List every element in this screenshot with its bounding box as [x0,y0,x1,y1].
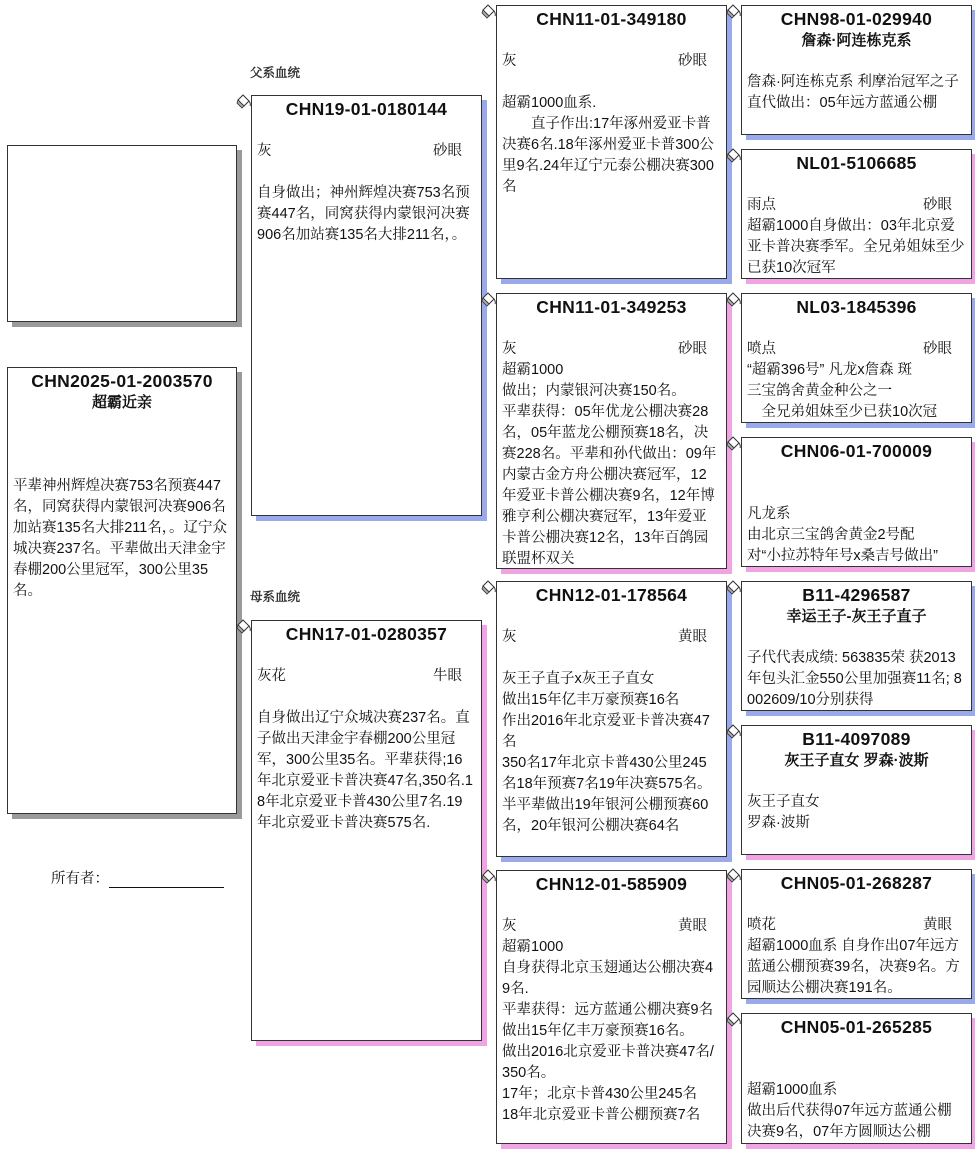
spacer [502,606,721,627]
dam-dam-card[interactable] [496,870,727,1144]
feather-color: 灰花 [257,668,286,684]
color-eye-row [257,666,476,687]
color-eye-row [747,339,966,360]
dsd-card[interactable] [741,725,972,855]
note-line: 超霸1000 [502,362,564,378]
note-line: 子代代表成绩: 563835荣 获2013年包头汇金550公里加强赛11名; 8002609/10分别获得 [747,650,962,708]
ring-number: CHN12-01-178564 [535,585,688,605]
notes [13,476,231,602]
ssd-card[interactable] [741,149,972,279]
ring-number: NL03-1845396 [796,297,917,317]
notes [502,93,721,198]
note-line: 超霸1000血系. [502,95,597,111]
note-line: 超霸1000血系 自身作出07年远方蓝通公棚预赛39名，决赛9名。方园顺达公棚决赛191名。 [747,938,960,996]
notes [257,708,476,834]
eye-type: 黄眼 [678,629,707,645]
paint-bucket-icon[interactable] [726,292,742,308]
note-line: 超霸1000 [502,939,564,955]
note-line: 自身做出辽宁众城决赛237名。直子做出天津金宇春棚200公里冠军，300公里35名。平辈获得;16年北京爱亚卡普决赛47名,350名.18年北京爱亚卡普430公里7名.19年北京爱亚卡普决赛575名. [257,710,473,831]
note-line: 做出后代获得07年远方蓝通公棚决赛9名，07年方圆顺达公棚 [747,1103,952,1140]
note-line: 做出15年亿丰万豪预赛16名 [502,692,680,708]
ring-number: NL01-5106685 [796,153,917,173]
subject-card[interactable] [7,367,237,814]
dss-card[interactable] [741,581,972,711]
sss-card[interactable] [741,5,972,135]
spacer [502,648,721,669]
eye-type: 砂眼 [923,341,952,357]
feather-color: 灰 [257,143,272,159]
owner-field[interactable] [51,867,224,888]
paint-bucket-icon[interactable] [481,292,497,308]
sds-card[interactable] [741,293,972,423]
notes [747,648,966,711]
note-line: 做出；内蒙银河决赛150名。 [502,383,686,399]
feather-color: 喷花 [747,917,776,933]
eye-type: 砂眼 [923,197,952,213]
note-line: 对“小拉苏特年号x桑吉号做出” [747,548,938,564]
spacer [747,771,966,792]
pigeon-name: 幸运王子-灰王子直子 [786,608,927,625]
spacer [257,687,476,708]
note-line: 平辈神州辉煌决赛753名预赛447名，同窝获得内蒙银河决赛906名加站赛135名大排211名，。辽宁众城决赛237名。平辈做出天津金宇春棚200公里冠军，300公里35名。 [13,478,228,599]
ring-number: CHN17-01-0280357 [285,624,448,644]
sire-card[interactable] [251,95,482,516]
paint-bucket-icon[interactable] [481,869,497,885]
ring-number: CHN98-01-029940 [780,9,933,29]
feather-color: 灰 [502,53,517,69]
pigeon-name: 超霸近亲 [91,394,152,411]
note-line: 罗森·波斯 [747,815,810,831]
note-line: 做出2016北京爱亚卡普决赛47名/350名。 [502,1044,714,1081]
ring-number: CHN11-01-349180 [536,9,687,29]
notes [747,360,966,423]
ddd-card[interactable] [741,1013,972,1144]
spacer [257,645,476,666]
note-line: 平辈获得：05年优龙公棚决赛28名，05年蓝龙公棚预赛18名，决赛228名。平辈和孙代做出：09年内蒙古金方舟公棚决赛冠军，12年爱亚卡普公棚决赛9名，12年博雅亨利公棚决赛冠军，13年爱亚卡普公棚决赛12名，13年百鸽园联盟杯双关 [502,404,717,567]
paint-bucket-icon[interactable] [726,724,742,740]
ring-number: CHN05-01-268287 [780,873,933,893]
sire-dam-card[interactable] [496,293,727,569]
paint-bucket-icon[interactable] [726,148,742,164]
feather-color: 灰 [502,629,517,645]
note-line: 平辈获得：远方蓝通公棚决赛9名 [502,1002,714,1018]
sire-sire-card[interactable] [496,5,727,279]
feather-color: 雨点 [747,197,776,213]
note-line: 三宝鸽舍黄金种公之一 [747,383,892,399]
ring-number: CHN19-01-0180144 [285,99,448,119]
spacer [502,72,721,93]
owner-blank-line[interactable] [109,871,224,888]
ring-number: B11-4296587 [802,585,911,605]
ring-number: B11-4097089 [802,729,911,749]
notes [502,360,721,569]
owner-label: 所有者： [51,871,109,887]
ring-number: CHN06-01-700009 [780,441,933,461]
ring-number: CHN05-01-265285 [780,1017,933,1037]
eye-type: 牛眼 [433,668,462,684]
note-line: 詹森·阿连栋克系 利摩治冠军之子 [747,74,959,90]
ring-number: CHN2025-01-2003570 [31,371,213,391]
paint-bucket-icon[interactable] [481,4,497,20]
eye-type: 砂眼 [678,341,707,357]
feather-color: 喷点 [747,341,776,357]
feather-color: 灰 [502,918,517,934]
note-line: 直代做出：05年远方蓝通公棚 [747,95,938,111]
spacer [502,318,721,339]
note-line: 超霸1000血系 [747,1082,838,1098]
spacer [747,51,966,72]
spacer [257,162,476,183]
spacer [502,30,721,51]
note-line: 直子作出:17年涿州爱亚卡普决赛6名.18年涿州爱亚卡普300公里9名.24年辽宁元泰公棚决赛300名 [502,116,714,195]
spacer [747,1038,966,1059]
spacer [257,120,476,141]
eye-type: 黄眼 [923,917,952,933]
eye-type: 黄眼 [678,918,707,934]
note-line: 由北京三宝鸽舍黄金2号配 [747,527,915,543]
note-line: 18年北京爱亚卡普公棚预赛7名 [502,1107,701,1123]
note-line: 超霸1000自身做出：03年北京爱亚卡普决赛季军。全兄弟姐妹至少已获10次冠军 [747,218,965,276]
note-line: 17年；北京卡普430公里245名 [502,1086,698,1102]
notes [502,669,721,837]
paint-bucket-icon[interactable] [236,619,252,635]
ring-number: CHN12-01-585909 [535,874,688,894]
sire-line-label: 父系血统 [250,66,301,80]
notes [747,1080,966,1143]
notes [747,936,966,999]
color-eye-row [502,51,721,72]
spacer [747,627,966,648]
paint-bucket-icon[interactable] [236,94,252,110]
spacer [747,483,966,504]
color-eye-row [502,916,721,937]
eye-type: 砂眼 [678,53,707,69]
paint-bucket-icon[interactable] [726,1012,742,1028]
paint-bucket-icon[interactable] [726,580,742,596]
note-line: 350名17年北京卡普430公里245名18年预赛7名19年决赛575名。半平辈做出19年银河公棚预赛60名，20年银河公棚决赛64名 [502,755,712,834]
eye-type: 砂眼 [433,143,462,159]
ring-number: CHN11-01-349253 [536,297,687,317]
spacer [502,895,721,916]
note-line: 作出2016年北京爱亚卡普决赛47名 [502,713,710,750]
dam-line-label: 母系血统 [250,590,301,604]
notes [747,216,966,279]
note-line: “超霸396号” 凡龙x詹森 斑 [747,362,913,378]
note-line: 灰王子直子x灰王子直女 [502,671,655,687]
color-eye-row [257,141,476,162]
color-eye-row [502,627,721,648]
note-line: 自身做出；神州辉煌决赛753名预赛447名，同窝获得内蒙银河决赛906名加站赛135名大排211名，。 [257,185,470,243]
paint-bucket-icon[interactable] [726,436,742,452]
notes [747,504,966,567]
spacer [747,1059,966,1080]
pigeon-name: 灰王子直女 罗森·波斯 [784,752,929,769]
spacer [747,462,966,483]
paint-bucket-icon[interactable] [481,580,497,596]
paint-bucket-icon[interactable] [726,868,742,884]
notes [747,72,966,114]
notes [747,792,966,834]
color-eye-row [502,339,721,360]
color-eye-row [747,195,966,216]
spacer [747,174,966,195]
sdd-card[interactable] [741,437,972,567]
paint-bucket-icon[interactable] [726,4,742,20]
notes [257,183,476,246]
dam-sire-card[interactable] [496,581,727,857]
spacer [747,318,966,339]
dds-card[interactable] [741,869,972,999]
note-line: 凡龙系 [747,506,791,522]
note-line: 做出15年亿丰万豪预赛16名。 [502,1023,694,1039]
feather-color: 灰 [502,341,517,357]
photo-frame[interactable] [7,145,237,322]
dam-card[interactable] [251,620,482,1041]
note-line: 灰王子直女 [747,794,820,810]
pigeon-name: 詹森·阿连栋克系 [801,32,912,49]
note-line: 自身获得北京玉翅通达公棚决赛49名. [502,960,714,997]
color-eye-row [747,915,966,936]
spacer [747,894,966,915]
notes [502,937,721,1126]
note-line: 全兄弟姐妹至少已获10次冠 [747,404,938,420]
